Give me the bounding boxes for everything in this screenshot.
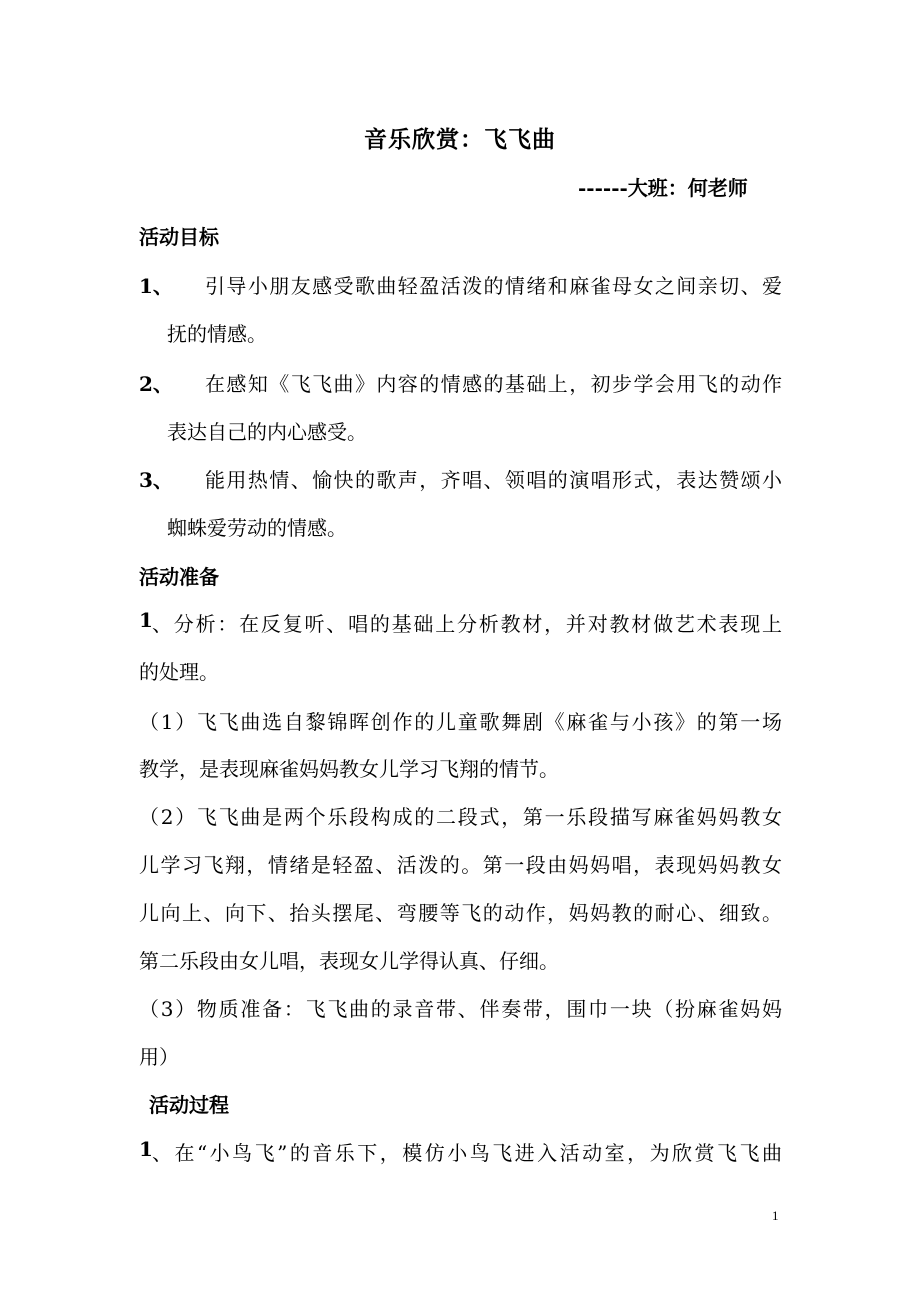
prep-sub-line: （3）物质准备：飞飞曲的录音带、伴奏带，围巾一块（扮麻雀妈妈 <box>139 997 782 1021</box>
prep-sub-line: 教学，是表现麻雀妈妈教女儿学习飞翔的情节。 <box>139 757 559 781</box>
process-item-number: 1 <box>139 1137 153 1161</box>
prep-sub-line: （1）飞飞曲选自黎锦晖创作的儿童歌舞剧《麻雀与小孩》的第一场 <box>139 710 782 734</box>
goal-item-line: 蜘蛛爱劳动的情感。 <box>167 516 347 540</box>
document-title: 音乐欣赏：飞飞曲 <box>364 126 556 153</box>
goal-item-number: 2、 <box>139 372 173 396</box>
goal-item-line: 抚的情感。 <box>167 322 267 346</box>
section-heading-goals: 活动目标 <box>139 225 219 249</box>
prep-sub-line: 第二乐段由女儿唱，表现女儿学得认真、仔细。 <box>139 949 559 973</box>
section-heading-process: 活动过程 <box>149 1093 229 1117</box>
goal-item-line: 在感知《飞飞曲》内容的情感的基础上，初步学会用飞的动作 <box>205 372 782 396</box>
prep-sub-line: 儿向上、向下、抬头摆尾、弯腰等飞的动作，妈妈教的耐心、细致。 <box>139 901 782 925</box>
author-line: ------大班：何老师 <box>578 176 748 200</box>
goal-item-number: 1、 <box>139 274 173 298</box>
goal-item-number: 3、 <box>139 468 173 492</box>
prep-item-number: 1 <box>139 608 153 632</box>
prep-item-line: 的处理。 <box>139 660 219 684</box>
prep-item-line: 、分析：在反复听、唱的基础上分析教材，并对教材做艺术表现上 <box>152 612 782 636</box>
prep-sub-line: （2）飞飞曲是两个乐段构成的二段式，第一乐段描写麻雀妈妈教女 <box>139 805 782 829</box>
prep-sub-line: 用） <box>139 1045 179 1069</box>
prep-sub-line: 儿学习飞翔，情绪是轻盈、活泼的。第一段由妈妈唱，表现妈妈教女 <box>139 853 782 877</box>
section-heading-prep: 活动准备 <box>139 565 219 589</box>
page-number: 1 <box>772 1208 779 1223</box>
goal-item-line: 引导小朋友感受歌曲轻盈活泼的情绪和麻雀母女之间亲切、爱 <box>205 274 782 298</box>
goal-item-line: 能用热情、愉快的歌声，齐唱、领唱的演唱形式，表达赞颂小 <box>205 468 782 492</box>
goal-item-line: 表达自己的内心感受。 <box>167 420 367 444</box>
process-item-line: 、在“小鸟飞”的音乐下，模仿小鸟飞进入活动室，为欣赏飞飞曲 <box>152 1141 782 1165</box>
